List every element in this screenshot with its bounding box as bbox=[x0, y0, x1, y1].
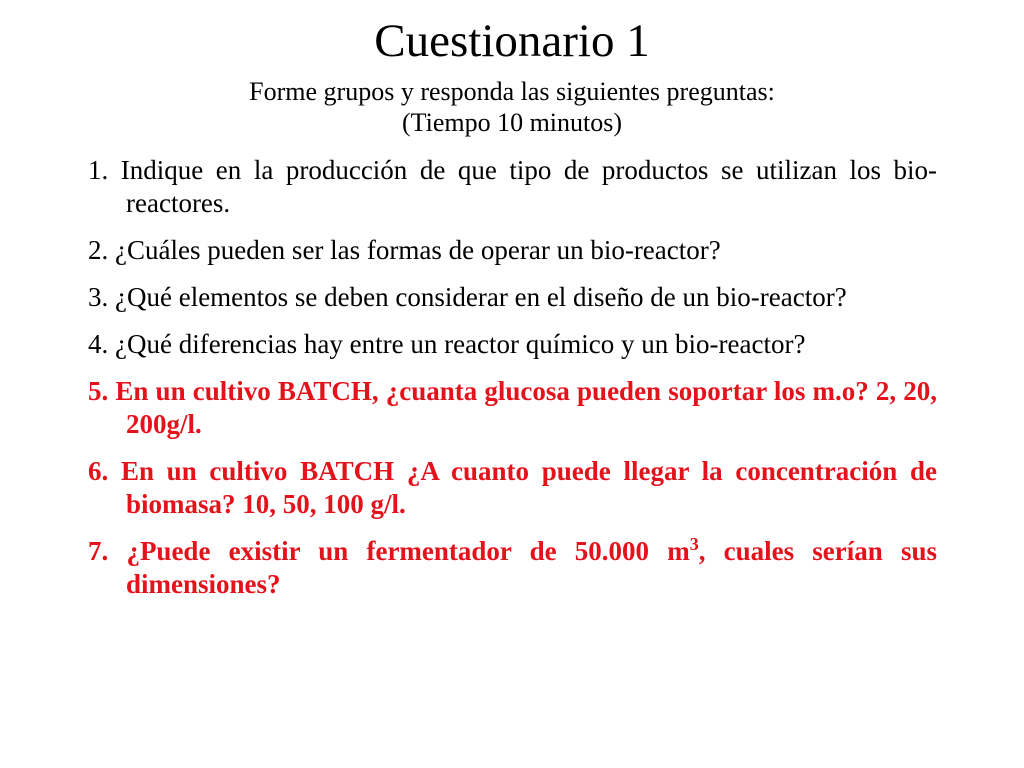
question-6 bbox=[88, 455, 937, 521]
question-number: 6. bbox=[88, 456, 109, 486]
question-text: En un cultivo BATCH ¿A cuanto puede llegar la concentración de biomasa? 10, 50, 100 g/l. bbox=[120, 456, 937, 519]
question-number: 3. bbox=[88, 282, 109, 312]
question-2 bbox=[88, 234, 937, 267]
slide-subtitle bbox=[0, 76, 1024, 138]
question-text: ¿Qué elementos se deben considerar en el diseño de un bio-reactor? bbox=[115, 282, 847, 312]
question-list bbox=[88, 154, 937, 615]
question-number: 5. bbox=[88, 376, 109, 406]
question-4 bbox=[88, 328, 937, 361]
subtitle-instructions: Forme grupos y responda las siguientes preguntas: bbox=[249, 77, 775, 106]
question-7 bbox=[88, 535, 937, 601]
subtitle-time-limit: (Tiempo 10 minutos) bbox=[401, 108, 623, 137]
question-text: ¿Qué diferencias hay entre un reactor químico y un bio-reactor? bbox=[115, 329, 806, 359]
superscript-exponent: 3 bbox=[689, 534, 699, 554]
question-1 bbox=[88, 154, 937, 220]
question-text-before: ¿Puede existir un fermentador de 50.000 m bbox=[126, 536, 690, 566]
question-number: 2. bbox=[88, 235, 109, 265]
question-number: 7. bbox=[88, 536, 109, 566]
question-text: ¿Cuáles pueden ser las formas de operar un bio-reactor? bbox=[115, 235, 721, 265]
question-text-after: , cuales serían sus dimensiones? bbox=[126, 536, 937, 599]
question-5 bbox=[88, 375, 937, 441]
question-number: 4. bbox=[88, 329, 109, 359]
question-3 bbox=[88, 281, 937, 314]
slide-title: Cuestionario 1 bbox=[374, 15, 650, 67]
question-text: En un cultivo BATCH, ¿cuanta glucosa pueden soportar los m.o? 2, 20, 200g/l. bbox=[115, 376, 938, 439]
question-number: 1. bbox=[88, 155, 109, 185]
question-text: Indique en la producción de que tipo de productos se utilizan los bio-reactores. bbox=[120, 155, 938, 218]
